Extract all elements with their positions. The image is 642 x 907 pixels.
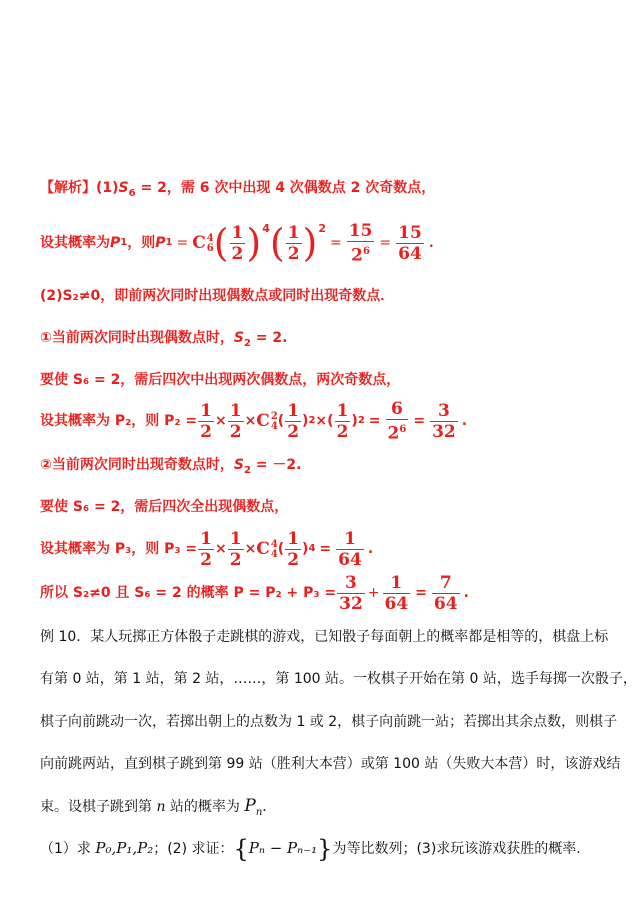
example-line-4: 向前跳两站，直到棋子跳到第 99 站（胜利大本营）或第 100 站（失败大本营）时，该游戏结 xyxy=(40,756,621,772)
solution-line-2: 设其概率为 P 1 ，则 P 1 = C 4 6 ( $\frac{1}{2}$ ) 4 ( $\frac{1}{2}$ ) 2 = $\frac{15}{2^6}$ = $\frac{15}{64}$ . xyxy=(40,220,434,266)
example-line-2: 有第 0 站，第 1 站，第 2 站，……，第 100 站。一枚棋子开始在第 0 站，选手每掷一次骰子， xyxy=(40,671,637,687)
solution-line-3: (2)S₂≠0，即前两次同时出现偶数点或同时出现奇数点． xyxy=(40,288,395,304)
solution-line-1: 【解析】$(1)S_6 = 2$，需 6 次中出现 4 次偶数点 2 次奇数点， xyxy=(40,180,436,199)
fraction-3-over-32: $\frac{3}{32}$ xyxy=(339,572,363,614)
combination-c44: C 4 4 xyxy=(256,538,278,560)
fraction-half: $\frac{1}{2}$ xyxy=(287,222,300,264)
fraction-1-over-64: $\frac{1}{64}$ xyxy=(384,572,409,614)
fraction-15-over-2-6: $\frac{15}{2^6}$ xyxy=(348,220,373,266)
solution-line-7: ②当前两次同时出现奇数点时，$S_2 = -2$. xyxy=(40,457,302,476)
solution-tag: 【解析】 xyxy=(40,180,96,196)
fraction-6-over-2-6: $\frac{6}{2^6}$ xyxy=(387,398,407,444)
fraction-half: $\frac{1}{2}$ xyxy=(287,528,300,570)
solution-line-4: ①当前两次同时出现偶数点时，$S_2 = 2$. xyxy=(40,330,288,349)
fraction-15-over-64: $\frac{15}{64}$ xyxy=(398,222,422,264)
solution-line-9: 设其概率为 P₃，则 P₃ = $\frac{1}{2}$ × $\frac{1}{2}$ × C 4 4 ( $\frac{1}{2}$ ) 4 = $\frac{1}{64}$ . xyxy=(40,528,374,570)
example-line-1: 例 10．某人玩掷正方体骰子走跳棋的游戏，已知骰子每面朝上的概率都是相等的，棋盘上标 xyxy=(40,629,609,645)
fraction-half: $\frac{1}{2}$ xyxy=(287,400,300,442)
example-questions: （1）求 P₀,P₁,P₂；(2) 求证：{Pₙ − Pₙ₋₁}为等比数列；(3)求玩该游戏获胜的概率. xyxy=(40,835,581,863)
combination-c64: C 4 6 xyxy=(192,232,214,254)
solution-line-10: 所以 S₂≠0 且 S₆ = 2 的概率 P = P₂ + P₃ = $\frac{3}{32}$ + $\frac{1}{64}$ = $\frac{7}{64}$ . xyxy=(40,572,469,614)
fraction-half: $\frac{1}{2}$ xyxy=(229,400,242,442)
fraction-7-over-64: $\frac{7}{64}$ xyxy=(433,572,458,614)
solution-line-5: 要使 S₆ = 2，需后四次中出现两次偶数点，两次奇数点， xyxy=(40,372,401,388)
solution-line-8: 要使 S₆ = 2，需后四次全出现偶数点， xyxy=(40,499,289,515)
fraction-3-over-32: $\frac{3}{32}$ xyxy=(432,400,456,442)
fraction-half: $\frac{1}{2}$ xyxy=(231,222,244,264)
fraction-half: $\frac{1}{2}$ xyxy=(336,400,349,442)
fraction-half: $\frac{1}{2}$ xyxy=(200,400,212,442)
example-line-5: 束。设棋子跳到第 n 站的概率为 $P_n$． xyxy=(40,796,277,818)
fraction-half: $\frac{1}{2}$ xyxy=(200,528,212,570)
fraction-1-over-64: $\frac{1}{64}$ xyxy=(338,528,362,570)
example-line-3: 棋子向前跳动一次，若掷出朝上的点数为 1 或 2，棋子向前跳一站；若掷出其余点数，则棋子 xyxy=(40,714,618,730)
fraction-half: $\frac{1}{2}$ xyxy=(229,528,242,570)
combination-c42: C 2 4 xyxy=(256,410,278,432)
solution-line-6: 设其概率为 P₂，则 P₂ = $\frac{1}{2}$ × $\frac{1}{2}$ × C 2 4 ( $\frac{1}{2}$ ) 2 × ( $\frac{1}{2}$ ) 2 = $\frac{6}{2^6}$ = $\frac{3}{32}$ . xyxy=(40,398,468,444)
